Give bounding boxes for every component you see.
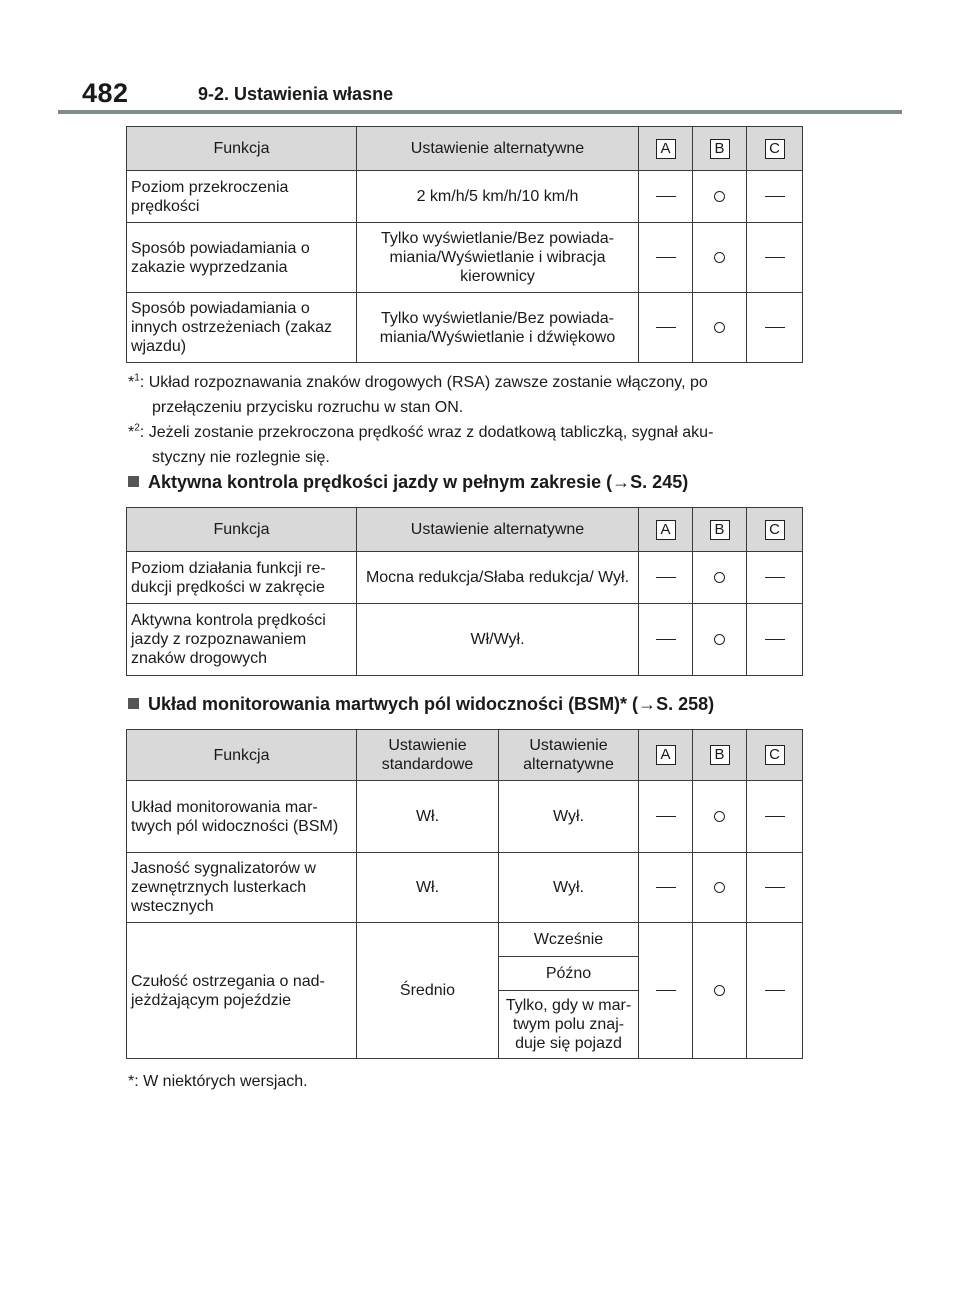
available-circle-icon: [714, 882, 725, 893]
subheading-adaptive-cruise: Aktywna kontrola prędkości jazdy w pełnym zakresie (→S. 245): [128, 472, 828, 493]
table-row: [127, 293, 803, 363]
function-cell: Czułość ostrzegania o nad-jeżdżającym pojeździe: [127, 923, 357, 1059]
settings-table-rsa: [126, 126, 803, 363]
default-cell: Wł.: [357, 853, 499, 923]
not-available-dash: [656, 990, 676, 991]
alternative-cell: Mocna redukcja/Słaba redukcja/ Wył.: [357, 552, 639, 604]
table-row: [127, 853, 803, 923]
col-header-alternative: Ustawienie alternatywne: [357, 127, 639, 171]
header-rule: [58, 110, 902, 114]
not-available-dash: [656, 257, 676, 258]
available-circle-icon: [714, 322, 725, 333]
alternative-cell: Tylko, gdy w mar-twym polu znaj-duje się pojazd: [499, 991, 639, 1059]
col-header-function: Funkcja: [127, 508, 357, 552]
arrow-icon: →: [612, 472, 631, 492]
page-reference-link[interactable]: S. 245): [630, 472, 689, 492]
alternative-cell: Wył.: [499, 853, 639, 923]
badge-a: A: [656, 745, 676, 765]
footnote-2: *$^2$: Jeżeli zostanie przekroczona prędkość wraz z dodatkową tabliczką, sygnał aku- styczny nie rozlegnie się.: [128, 422, 714, 466]
table-row: [127, 923, 803, 957]
default-cell: Średnio: [357, 923, 499, 1059]
alternative-cell: Wcześnie: [499, 923, 639, 957]
not-available-dash: [765, 639, 785, 640]
table-row: [127, 552, 803, 604]
available-circle-icon: [714, 634, 725, 645]
function-cell: Jasność sygnalizatorów w zewnętrznych lusterkach wstecznych: [127, 853, 357, 923]
footnote-versions: *: W niektórych wersjach.: [128, 1073, 308, 1090]
table-row: [127, 223, 803, 293]
badge-c: C: [765, 745, 785, 765]
function-cell: Aktywna kontrola prędkości jazdy z rozpoznawaniem znaków drogowych: [127, 604, 357, 676]
badge-a: A: [656, 520, 676, 540]
settings-table-adaptive-cruise: [126, 507, 803, 676]
available-circle-icon: [714, 252, 725, 263]
badge-b: B: [710, 520, 730, 540]
page-header: [0, 0, 960, 120]
not-available-dash: [765, 327, 785, 328]
not-available-dash: [765, 990, 785, 991]
badge-b: B: [710, 745, 730, 765]
available-circle-icon: [714, 985, 725, 996]
not-available-dash: [765, 257, 785, 258]
function-cell: Układ monitorowania mar-twych pól widoczności (BSM): [127, 781, 357, 853]
section-title: 9-2. Ustawienia własne: [198, 84, 394, 104]
badge-c: C: [765, 139, 785, 159]
not-available-dash: [765, 816, 785, 817]
col-header-alternative: Ustawienie alternatywne: [357, 508, 639, 552]
page-number: 482: [82, 78, 129, 108]
available-circle-icon: [714, 811, 725, 822]
not-available-dash: [765, 887, 785, 888]
settings-table-bsm: [126, 729, 803, 1059]
page-reference-link[interactable]: S. 258): [656, 694, 715, 714]
not-available-dash: [656, 577, 676, 578]
alternative-cell: Tylko wyświetlanie/Bez powiada-miania/Wyświetlanie i dźwiękowo: [357, 293, 639, 363]
default-cell: Wł.: [357, 781, 499, 853]
table-row: [127, 171, 803, 223]
col-header-function: Funkcja: [127, 127, 357, 171]
table-row: [127, 604, 803, 676]
subheading-bsm: Układ monitorowania martwych pól widoczności (BSM)* (→S. 258): [128, 694, 828, 715]
available-circle-icon: [714, 191, 725, 202]
alternative-cell: Wył.: [499, 781, 639, 853]
not-available-dash: [656, 887, 676, 888]
not-available-dash: [656, 816, 676, 817]
not-available-dash: [765, 577, 785, 578]
footnote-1: *$^1$: Układ rozpoznawania znaków drogowych (RSA) zawsze zostanie włączony, po przełączeniu przycisku rozruchu w stan ON.: [128, 372, 708, 416]
not-available-dash: [656, 196, 676, 197]
arrow-icon: →: [638, 694, 657, 714]
function-cell: Sposób powiadamiania o zakazie wyprzedzania: [127, 223, 357, 293]
not-available-dash: [656, 327, 676, 328]
not-available-dash: [656, 639, 676, 640]
bullet-square-icon: [128, 476, 139, 487]
alternative-cell: Tylko wyświetlanie/Bez powiada-miania/Wyświetlanie i wibracja kierownicy: [357, 223, 639, 293]
col-header-function: Funkcja: [127, 730, 357, 781]
col-header-alternative: Ustawienie alternatywne: [499, 730, 639, 781]
badge-a: A: [656, 139, 676, 159]
badge-c: C: [765, 520, 785, 540]
bullet-square-icon: [128, 698, 139, 709]
col-header-default: Ustawienie standardowe: [357, 730, 499, 781]
alternative-cell: Późno: [499, 957, 639, 991]
function-cell: Sposób powiadamiania o innych ostrzeżeniach (zakaz wjazdu): [127, 293, 357, 363]
function-cell: Poziom działania funkcji re-dukcji prędkości w zakręcie: [127, 552, 357, 604]
not-available-dash: [765, 196, 785, 197]
function-cell: Poziom przekroczenia prędkości: [127, 171, 357, 223]
alternative-cell: 2 km/h/5 km/h/10 km/h: [357, 171, 639, 223]
badge-b: B: [710, 139, 730, 159]
table-row: [127, 781, 803, 853]
available-circle-icon: [714, 572, 725, 583]
alternative-cell: Wł/Wył.: [357, 604, 639, 676]
